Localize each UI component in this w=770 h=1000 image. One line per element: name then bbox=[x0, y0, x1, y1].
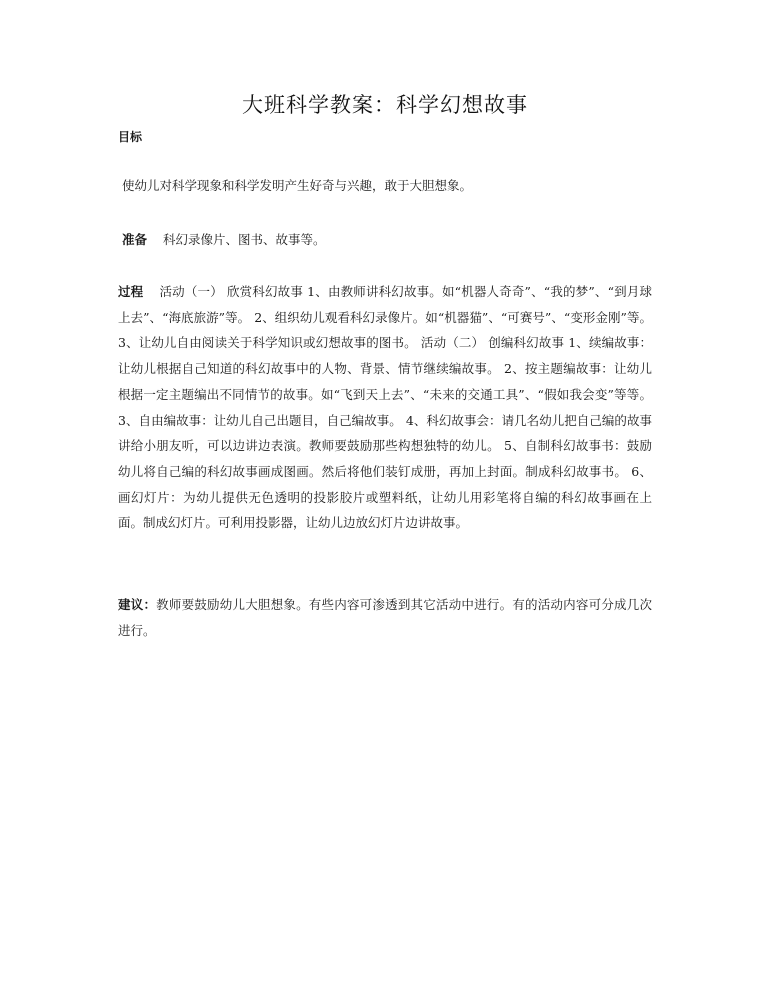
page-title: 大班科学教案：科学幻想故事 bbox=[242, 93, 528, 117]
prep-paragraph bbox=[122, 227, 656, 253]
process-text: 活动（一） 欣赏科幻故事 1、由教师讲科幻故事。如“机器人奇奇”、“我的梦”、“到月球上去”、“海底旅游”等。 2、组织幼儿观看科幻录像片。如“机器猫”、“可赛号”、“变形金刚”等。 3、让幼儿自由阅读关于科学知识或幻想故事的图书。 活动（二） 创编科幻故事 1、续编故事：让幼儿根据自己知道的科幻故事中的人物、背景、情节继续编故事。 2、按主题编故事：让幼儿根据一定主题编出不同情节的故事。如“飞到天上去”、“未来的交通工具”、“假如我会变”等等。 3、自由编故事：让幼儿自己出题目，自己编故事。 4、科幻故事会：请几名幼儿把自己编的故事讲给小朋友听，可以边讲边表演。教师要鼓励那些构想独特的幼儿。 5、自制科幻故事书：鼓励幼儿将自己编的科幻故事画成图画。然后将他们装钉成册，再加上封面。制成科幻故事书。 6、画幻灯片：为幼儿提供无色透明的投影胶片或塑料纸，让幼儿用彩笔将自编的科幻故事画在上面。制成幻灯片。可利用投影器，让幼儿边放幻灯片边讲故事。 bbox=[118, 284, 652, 531]
prep-label: 准备 bbox=[122, 232, 148, 247]
suggestion-paragraph bbox=[118, 592, 652, 643]
suggestion-label: 建议： bbox=[118, 597, 157, 612]
process-paragraph bbox=[118, 279, 652, 536]
goal-heading: 目标 bbox=[118, 130, 143, 144]
prep-text: 科幻录像片、图书、故事等。 bbox=[163, 232, 326, 247]
suggestion-text: 教师要鼓励幼儿大胆想象。有些内容可渗透到其它活动中进行。有的活动内容可分成几次进行。 bbox=[118, 597, 652, 638]
goal-text: 使幼儿对科学现象和科学发明产生好奇与兴趣，敢于大胆想象。 bbox=[122, 178, 473, 193]
process-label: 过程 bbox=[118, 284, 144, 299]
